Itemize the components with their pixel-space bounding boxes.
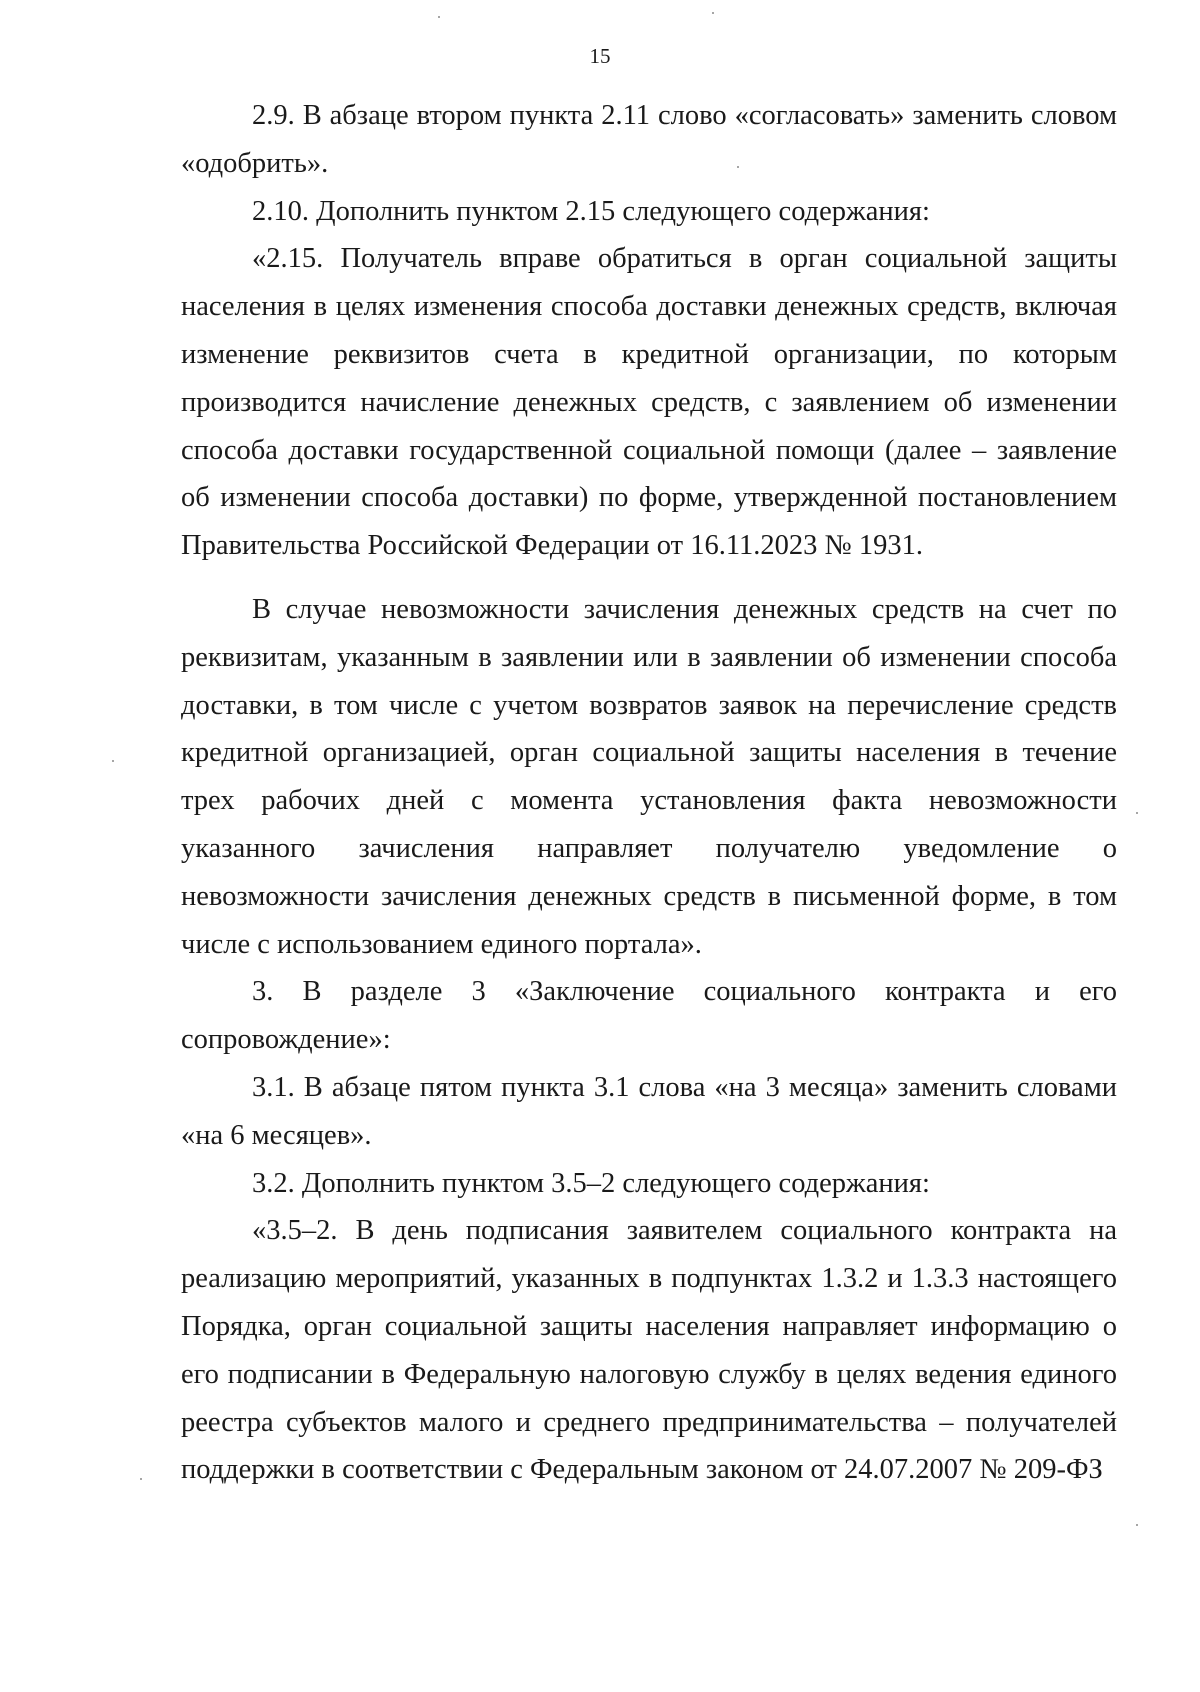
scan-speck xyxy=(1136,812,1138,814)
paragraph-impossibility: В случае невозможности зачисления денежных средств на счет по реквизитам, указанным в заявлении или в заявлении об изменении способа доставки, в том числе с учетом возвратов заявок на перечисление средств кредитной организацией, орган социальной защиты населения в течение трех рабочих дней с момента установления факта невозможности указанного зачисления направляет получателю уведомление о невозможности зачисления денежных средств в письменной форме, в том числе с использованием единого портала». xyxy=(181,593,1117,960)
scan-speck xyxy=(438,16,440,18)
scan-speck xyxy=(737,166,739,168)
paragraph-3-1: 3.1. В абзаце пятом пункта 3.1 слова «на 3 месяца» заменить словами «на 6 месяцев». xyxy=(181,1071,1117,1151)
page-number: 15 xyxy=(589,44,611,68)
paragraph-2-10: 2.10. Дополнить пунктом 2.15 следующего содержания: xyxy=(252,195,930,227)
paragraph-section-3: 3. В разделе 3 «Заключение социального контракта и его сопровождение»: xyxy=(181,976,1117,1056)
scan-speck xyxy=(112,760,114,762)
document-body xyxy=(181,92,1117,1494)
paragraph-3-2: 3.2. Дополнить пунктом 3.5–2 следующего содержания: xyxy=(252,1167,930,1199)
scan-speck xyxy=(712,12,714,14)
paragraph-2-15-quote: «2.15. Получатель вправе обратиться в орган социальной защиты населения в целях изменения способа доставки денежных средств, включая изменение реквизитов счета в кредитной организации, по которым производится начисление денежных средств, с заявлением об изменении способа доставки государственной социальной помощи (далее – заявление об изменении способа доставки) по форме, утвержденной постановлением Правительства Российской Федерации от 16.11.2023 № 1931. xyxy=(181,243,1117,562)
scan-speck xyxy=(1136,1524,1138,1526)
scan-speck xyxy=(140,1478,142,1480)
paragraph-3-5-2-quote: «3.5–2. В день подписания заявителем социального контракта на реализацию мероприятий, указанных в подпунктах 1.3.2 и 1.3.3 настоящего Порядка, орган социальной защиты населения направляет информацию о его подписании в Федеральную налоговую службу в целях ведения единого реестра субъектов малого и среднего предпринимательства – получателей поддержки в соответствии с Федеральным законом от 24.07.2007 № 209-ФЗ xyxy=(181,1215,1117,1486)
paragraph-2-9: 2.9. В абзаце втором пункта 2.11 слово «согласовать» заменить словом «одобрить». xyxy=(181,100,1117,179)
